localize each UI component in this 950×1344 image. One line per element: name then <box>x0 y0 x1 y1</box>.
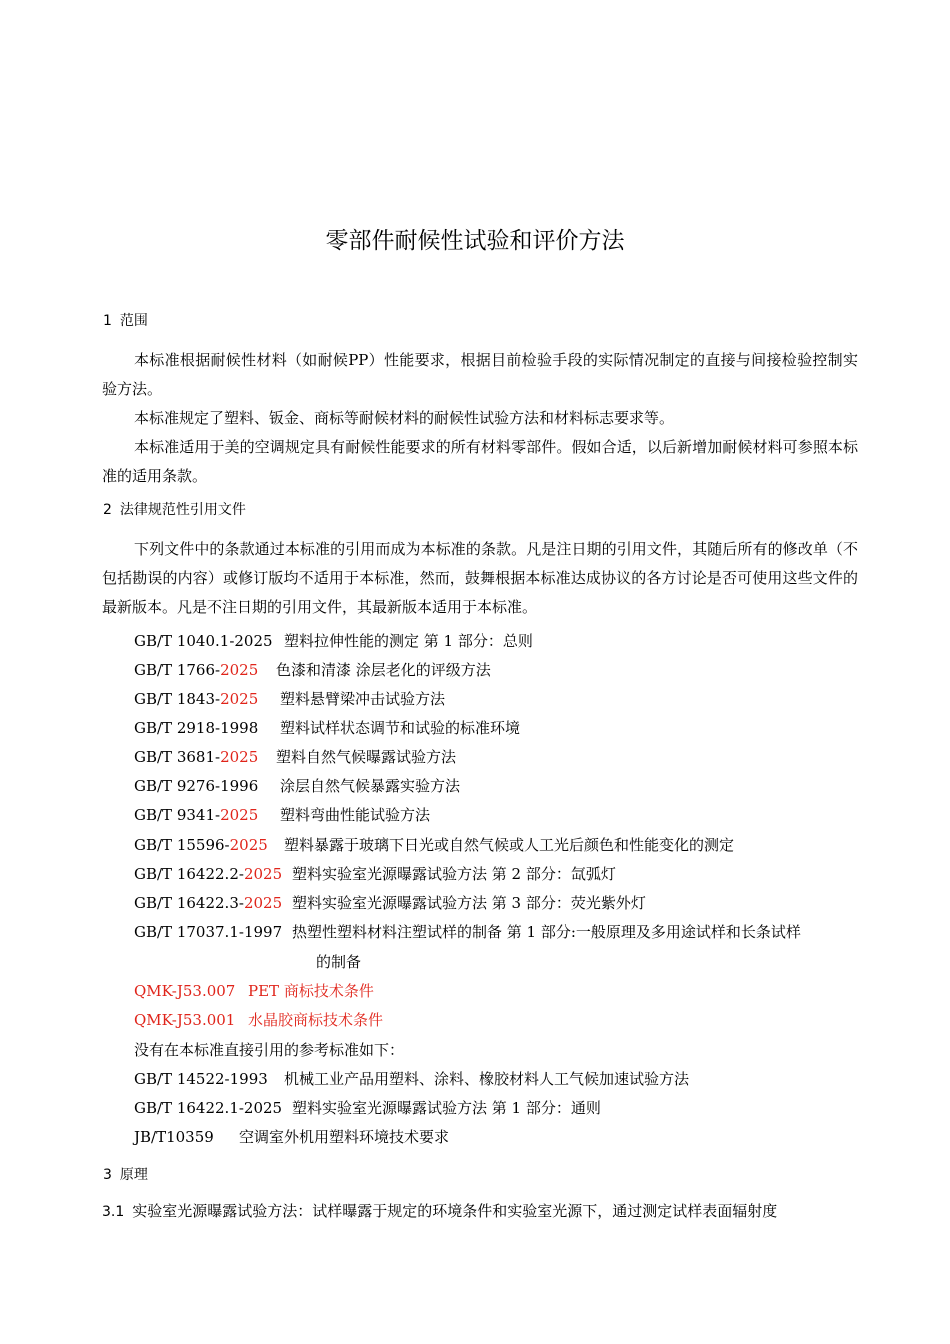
ref-year: 1997 <box>243 923 283 941</box>
other-ref-title: 空调室外机用塑料环境技术要求 <box>239 1128 450 1146</box>
section-3-title: 原理 <box>119 1167 148 1183</box>
ref-code: GB/T 9276- <box>134 777 221 795</box>
subsection-3-1 <box>102 1197 862 1227</box>
section-1-paragraph-3: 本标准适用于美的空调规定具有耐候性能要求的所有材料零部件。假如合适，以后新增加耐候材料可参照本标准的适用条款。 <box>102 438 858 485</box>
ref-title: 色漆和清漆 涂层老化的评级方法 <box>276 661 491 679</box>
section-1-paragraph-2: 本标准规定了塑料、钣金、商标等耐候材料的耐候性试验方法和材料标志要求等。 <box>134 409 675 427</box>
section-2-title: 法律规范性引用文件 <box>119 502 246 518</box>
ref-code: GB/T 15596- <box>134 836 230 854</box>
subsection-3-1-text: 实验室光源曝露试验方法：试样曝露于规定的环境条件和实验室光源下，通过测定试样表面辐射度 <box>132 1202 778 1220</box>
qmk-code: QMK-J53.001 <box>134 1011 236 1029</box>
ref-code: GB/T 1040.1- <box>134 632 235 650</box>
ref-code: GB/T 1843- <box>134 690 221 708</box>
ref-row <box>134 714 521 743</box>
ref-title: 塑料弯曲性能试验方法 <box>280 806 431 824</box>
ref-title: 涂层自然气候暴露实验方法 <box>280 777 461 795</box>
ref-title: 塑料试样状态调节和试验的标准环境 <box>280 719 521 737</box>
other-ref-title: 机械工业产品用塑料、涂料、橡胶材料人工气候加速试验方法 <box>284 1070 690 1088</box>
other-ref-row <box>134 1094 601 1123</box>
qmk-title: PET 商标技术条件 <box>248 982 374 1000</box>
ref-title: 塑料暴露于玻璃下日光或自然气候或人工光后颜色和性能变化的测定 <box>284 836 735 854</box>
section-1-number: 1 <box>103 313 112 329</box>
qmk-row <box>134 1006 384 1035</box>
other-ref-row <box>134 1065 690 1094</box>
other-ref-code: GB/T 14522-1993 <box>134 1070 268 1088</box>
section-3-heading <box>103 1164 148 1184</box>
section-2-heading <box>103 499 246 519</box>
ref-row <box>134 860 616 889</box>
ref-title: 塑料自然气候曝露试验方法 <box>276 748 457 766</box>
ref-title-continuation: 的制备 <box>316 953 362 971</box>
ref-row <box>134 685 446 714</box>
ref-code: GB/T 1766- <box>134 661 221 679</box>
ref-row <box>134 656 491 685</box>
subsection-3-1-number: 3.1 <box>102 1204 125 1220</box>
ref-row <box>134 743 457 772</box>
document-title: 零部件耐候性试验和评价方法 <box>325 228 625 254</box>
other-ref-code: GB/T 16422.1-2025 <box>134 1099 283 1117</box>
ref-year: 2025 <box>243 865 283 883</box>
ref-year: 2025 <box>220 748 259 766</box>
ref-title: 塑料实验室光源曝露试验方法 第 3 部分：荧光紫外灯 <box>292 894 646 912</box>
ref-year: 1998 <box>220 719 259 737</box>
ref-code: GB/T 16422.3- <box>134 894 244 912</box>
ref-code: GB/T 9341- <box>134 806 221 824</box>
ref-code: GB/T 16422.2- <box>134 865 244 883</box>
ref-year: 1996 <box>220 777 259 795</box>
reference-intro: 没有在本标准直接引用的参考标准如下： <box>134 1041 405 1059</box>
ref-title: 塑料实验室光源曝露试验方法 第 2 部分：氙弧灯 <box>292 865 616 883</box>
ref-title: 塑料拉伸性能的测定 第 1 部分：总则 <box>284 632 533 650</box>
ref-row <box>134 831 735 860</box>
ref-code: GB/T 3681- <box>134 748 221 766</box>
ref-year: 2025 <box>243 894 283 912</box>
ref-title: 塑料悬臂梁冲击试验方法 <box>280 690 446 708</box>
other-ref-row <box>134 1123 450 1152</box>
ref-title: 热塑性塑料材料注塑试样的制备 第 1 部分:一般原理及多用途试样和长条试样 <box>292 923 801 941</box>
qmk-code: QMK-J53.007 <box>134 982 236 1000</box>
ref-row <box>134 801 431 830</box>
section-2-intro: 下列文件中的条款通过本标准的引用而成为本标准的条款。凡是注日期的引用文件，其随后所有的修改单（不包括勘误的内容）或修订版均不适用于本标准，然而，鼓舞根据本标准达成协议的各方讨论是否可使用这些文件的最新版本。凡是不注日期的引用文件，其最新版本适用于本标准。 <box>102 540 858 616</box>
other-ref-title: 塑料实验室光源曝露试验方法 第 1 部分：通则 <box>292 1099 601 1117</box>
ref-year: 2025 <box>234 632 273 650</box>
section-1-paragraph-1: 本标准根据耐候性材料（如耐候PP）性能要求，根据目前检验手段的实际情况制定的直接与间接检验控制实验方法。 <box>102 351 858 398</box>
ref-row <box>134 627 533 656</box>
ref-year: 2025 <box>220 690 259 708</box>
qmk-title: 水晶胶商标技术条件 <box>248 1011 384 1029</box>
ref-year: 2025 <box>220 661 259 679</box>
ref-code: GB/T 2918- <box>134 719 221 737</box>
ref-row <box>134 889 646 918</box>
qmk-row <box>134 977 374 1006</box>
section-1-title: 范围 <box>119 313 148 329</box>
ref-code: GB/T 17037.1- <box>134 923 244 941</box>
ref-row <box>134 918 801 947</box>
ref-row <box>134 772 461 801</box>
section-3-number: 3 <box>103 1167 112 1183</box>
section-1-heading <box>103 310 148 330</box>
ref-year: 2025 <box>229 836 268 854</box>
ref-year: 2025 <box>220 806 259 824</box>
section-2-number: 2 <box>103 502 112 518</box>
other-ref-code: JB/T10359 <box>134 1128 214 1146</box>
